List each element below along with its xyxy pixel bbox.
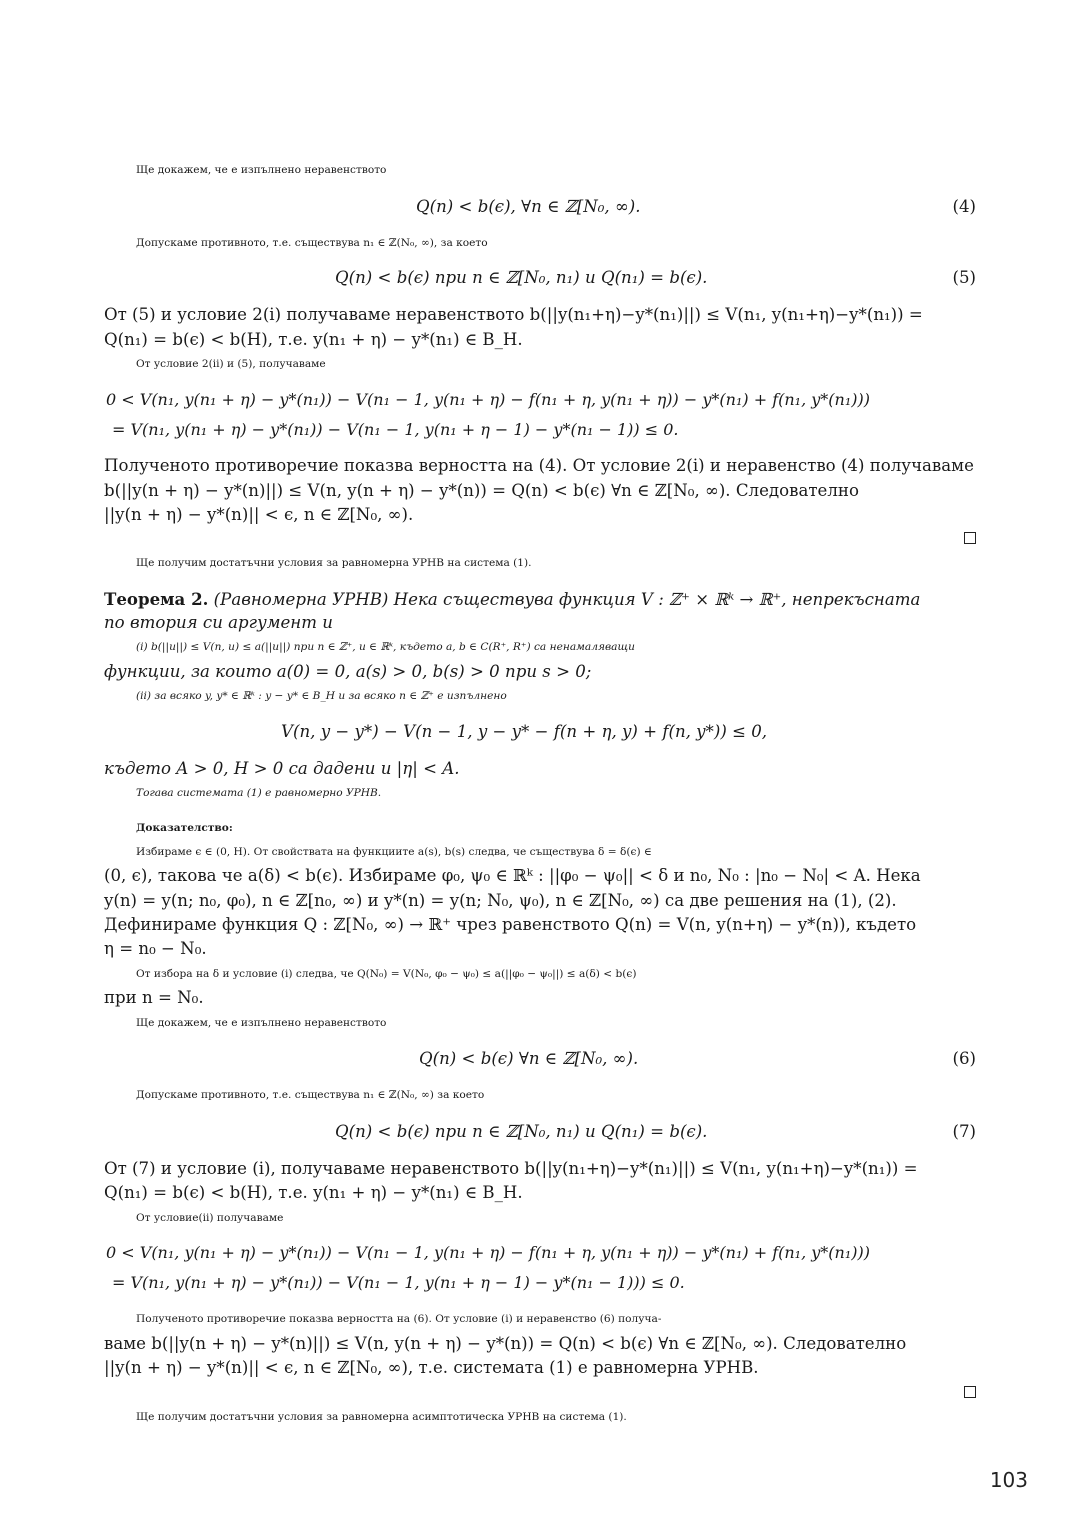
paragraph-line: ||y(n + η) − y*(n)|| < ϵ, n ∈ ℤ[N₀, ∞), т.е. системата (1) е равномерна УРНВ.	[104, 1358, 759, 1377]
paragraph-line: Q(n₁) = b(ϵ) < b(H), т.е. y(n₁ + η) − y*(n₁) ∈ B_H.	[104, 330, 523, 349]
paragraph-line: Ще получим достатъчни условия за равномерна асимптотическа УРНВ на система (1).	[136, 1411, 627, 1423]
paragraph-line: От (5) и условие 2(i) получаваме неравенството b(||y(n₁+η)−y*(n₁)||) ≤ V(n₁, y(n₁+η)−y*(n₁)) =	[104, 305, 923, 324]
paragraph-line: (0, ϵ), такова че a(δ) < b(ϵ). Избираме φ₀, ψ₀ ∈ ℝᵏ : ||φ₀ − ψ₀|| < δ и n₀, N₀ : |n₀ − N₀| < A. Нека	[104, 866, 921, 885]
paragraph-line: Ще докажем, че е изпълнено неравенството	[136, 1017, 387, 1029]
paragraph-line: От избора на δ и условие (i) следва, че Q(N₀) = V(N₀, φ₀ − ψ₀) ≤ a(||φ₀ − ψ₀||) ≤ a(δ) < b(ϵ)	[136, 968, 637, 980]
paragraph-line: при n = N₀.	[104, 988, 204, 1007]
theorem-line: (ii) за всяко y, y* ∈ ℝᵏ : y − y* ∈ B_H и за всяко n ∈ ℤ⁺ е изпълнено	[136, 690, 507, 702]
theorem-heading	[104, 587, 976, 613]
paragraph-line: Полученото противоречие показва верността на (6). От условие (i) и неравенство (6) получа-	[136, 1313, 662, 1325]
equation-number: (6)	[952, 1049, 976, 1068]
paragraph-line: ||y(n + η) − y*(n)|| < ϵ, n ∈ ℤ[N₀, ∞).	[104, 505, 414, 524]
theorem-line: (i) b(||u||) ≤ V(n, u) ≤ a(||u||) при n ∈ ℤ⁺, u ∈ ℝᵏ, където a, b ∈ C(R⁺, R⁺) са ненамаляващи	[136, 641, 635, 653]
paragraph-line: y(n) = y(n; n₀, φ₀), n ∈ ℤ[n₀, ∞) и y*(n) = y(n; N₀, ψ₀), n ∈ ℤ[N₀, ∞) са две решения на (1), (2).	[104, 891, 897, 910]
page-number: 103	[989, 1468, 1028, 1492]
equation-display: 0 < V(n₁, y(n₁ + η) − y*(n₁)) − V(n₁ − 1, y(n₁ + η) − f(n₁ + η, y(n₁ + η)) − y*(n₁) + f(n₁, y*(n₁)))	[106, 1243, 870, 1262]
equation-display: = V(n₁, y(n₁ + η) − y*(n₁)) − V(n₁ − 1, y(n₁ + η − 1) − y*(n₁ − 1)) ≤ 0.	[112, 420, 679, 439]
equation-6: Q(n) < b(ϵ) ∀n ∈ ℤ[N₀, ∞).	[419, 1049, 639, 1068]
paragraph-line: Дефинираме функция Q : ℤ[N₀, ∞) → ℝ⁺ чрез равенството Q(n) = V(n, y(n+η) − y*(n)), където	[104, 915, 917, 934]
equation-7: Q(n) < b(ϵ) при n ∈ ℤ[N₀, n₁) и Q(n₁) = b(ϵ).	[335, 1122, 708, 1141]
equation-number: (7)	[952, 1122, 976, 1141]
paragraph-line: Избираме ϵ ∈ (0, H). От свойствата на функциите a(s), b(s) следва, че съществува δ = δ(ϵ) ∈	[136, 846, 652, 858]
equation-number: (4)	[952, 197, 976, 216]
equation-display: 0 < V(n₁, y(n₁ + η) − y*(n₁)) − V(n₁ − 1, y(n₁ + η) − f(n₁ + η, y(n₁ + η)) − y*(n₁) + f(n₁, y*(n₁)))	[106, 390, 870, 409]
paragraph-line: Q(n₁) = b(ϵ) < b(H), т.е. y(n₁ + η) − y*(n₁) ∈ B_H.	[104, 1183, 523, 1202]
paragraph-line: Допускаме противното, т.е. съществува n₁ ∈ ℤ(N₀, ∞) за което	[136, 1089, 485, 1101]
paragraph-line: Ще получим достатъчни условия за равномерна УРНВ на система (1).	[136, 557, 532, 569]
qed-square	[964, 1386, 976, 1398]
proof-heading: Доказателство:	[136, 822, 233, 834]
paragraph-line: Допускаме противното, т.е. съществува n₁ ∈ ℤ(N₀, ∞), за което	[136, 237, 488, 249]
equation-number: (5)	[952, 268, 976, 287]
theorem-line: по втория си аргумент и	[104, 613, 333, 632]
theorem-line: където A > 0, H > 0 са дадени и |η| < A.	[104, 759, 460, 778]
paragraph-line: Полученото противоречие показва верността на (4). От условие 2(i) и неравенство (4) получаваме	[104, 456, 974, 475]
theorem-label: Теорема 2.	[104, 589, 209, 609]
paragraph-line: ваме b(||y(n + η) − y*(n)||) ≤ V(n, y(n + η) − y*(n)) = Q(n) < b(ϵ) ∀n ∈ ℤ[N₀, ∞). Следователно	[104, 1334, 907, 1353]
equation-5: Q(n) < b(ϵ) при n ∈ ℤ[N₀, n₁) и Q(n₁) = b(ϵ).	[335, 268, 708, 287]
theorem-text: (Равномерна УРНВ) Нека съществува функция V : ℤ⁺ × ℝᵏ → ℝ⁺, непрекъсната	[208, 590, 921, 609]
paragraph-line: η = n₀ − N₀.	[104, 939, 207, 958]
qed-square	[964, 532, 976, 544]
equation-display: V(n, y − y*) − V(n − 1, y − y* − f(n + η, y) + f(n, y*)) ≤ 0,	[281, 722, 768, 741]
theorem-line: Тогава системата (1) е равномерно УРНВ.	[136, 787, 382, 799]
equation-4: Q(n) < b(ϵ), ∀n ∈ ℤ[N₀, ∞).	[416, 197, 641, 216]
theorem-line: функции, за които a(0) = 0, a(s) > 0, b(s) > 0 при s > 0;	[104, 662, 592, 681]
paragraph-line: От условие 2(ii) и (5), получаваме	[136, 358, 326, 370]
paragraph-line: b(||y(n + η) − y*(n)||) ≤ V(n, y(n + η) − y*(n)) = Q(n) < b(ϵ) ∀n ∈ ℤ[N₀, ∞). Следователно	[104, 481, 859, 500]
paragraph-line: От (7) и условие (i), получаваме неравенството b(||y(n₁+η)−y*(n₁)||) ≤ V(n₁, y(n₁+η)−y*(n₁)) =	[104, 1159, 918, 1178]
equation-display: = V(n₁, y(n₁ + η) − y*(n₁)) − V(n₁ − 1, y(n₁ + η − 1) − y*(n₁ − 1))) ≤ 0.	[112, 1273, 685, 1292]
paragraph-line: От условие(ii) получаваме	[136, 1212, 284, 1224]
paragraph-line: Ще докажем, че е изпълнено неравенството	[136, 164, 387, 176]
